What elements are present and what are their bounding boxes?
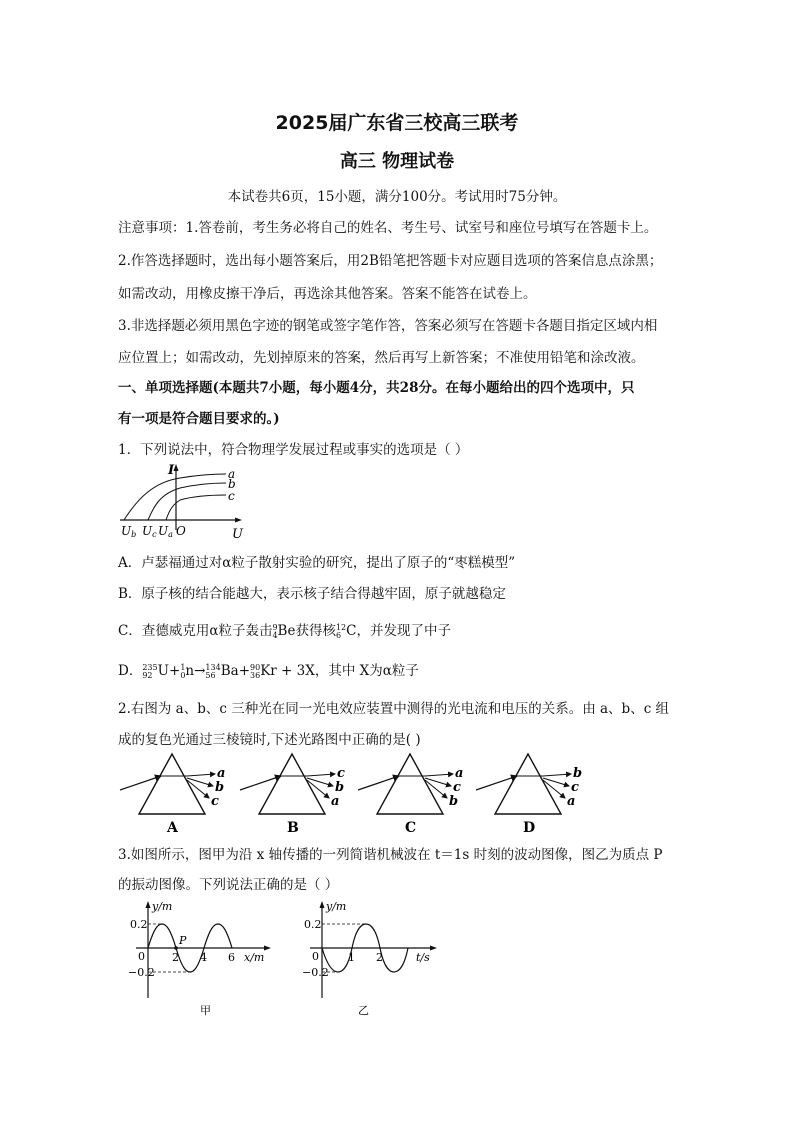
svg-text:0: 0 [138,950,145,963]
prism-b [240,754,345,836]
q2-stem-line-1: 2.右图为 a、b、c 三种光在同一光电效应装置中测得的光电流和电压的关系。由 a、b、c 组 [118,701,670,717]
svg-text:2: 2 [172,951,179,964]
prism-d-label: D [523,820,536,836]
q1-origin: O [176,524,186,538]
exam-subtitle: 高三 物理试卷 [339,151,455,172]
prism-c [358,754,463,836]
exam-info: 本试卷共6页，15小题，满分100分。考试用时75分钟。 [227,189,567,205]
notes-line-1: 注意事项：1.答卷前，考生务必将自己的姓名、考生号、试室号和座位号填写在答题卡上。 [118,220,658,236]
q1-graph-xlabel: U [232,527,243,542]
svg-text:a: a [455,766,464,781]
svg-text:−0.2: −0.2 [302,966,329,979]
svg-text:a: a [331,794,340,809]
svg-text:1: 1 [348,951,355,964]
section-1-heading: 一、单项选择题(本题共7小题，每小题4分，共28分。在每小题给出的四个选项中，只 [118,380,635,396]
prism-b-label: B [287,820,299,836]
svg-text:y/m: y/m [152,900,173,913]
q1-curve-c-label: c [228,489,235,503]
section-1-heading-cont: 有一项是符合题目要求的。) [118,411,280,427]
svg-text:6: 6 [228,951,235,964]
q3-wave-graph [128,898,278,1022]
q3-vibration-graph [302,898,452,1022]
notes-line-4: 3.非选择题必须用黑色字迹的钢笔或签字笔作答，答案必须写在答题卡各题目指定区域内相 [118,318,658,334]
notes-line-5: 应位置上；如需改动，先划掉原来的答案，然后再写上新答案；不准使用铅笔和涂改液。 [118,350,645,366]
q1-option-c: C．查德威克用α粒子轰击 9 4 Be获得核 12 6 C，并发现了中子 [118,622,451,640]
svg-text:x/m: x/m [244,951,265,964]
svg-text:0.2: 0.2 [130,918,148,931]
q1-graph-ylabel: I [168,463,175,478]
svg-text:0: 0 [312,950,319,963]
notes-line-3: 如需改动，用橡皮擦干净后，再选涂其他答案。答案不能答在试卷上。 [118,286,537,302]
svg-text:−0.2: −0.2 [128,966,155,979]
svg-text:y/m: y/m [326,900,347,913]
svg-text:c: c [571,780,579,795]
prism-c-label: C [405,820,417,836]
svg-text:a: a [217,766,226,781]
q3-stem-line-1: 3.如图所示，图甲为沿 x 轴传播的一列简谐机械波在 t＝1s 时刻的波动图像，图乙为质点 P [118,847,663,863]
exam-title: 2025届广东省三校高三联考 [275,112,519,134]
prism-a-label: A [167,820,178,836]
svg-text:b: b [335,780,345,795]
q1-tick-uc: Uc [142,524,157,539]
q1-tick-ua: Ua [158,524,173,539]
svg-text:c: c [337,766,345,781]
svg-text:c: c [211,794,219,809]
q3-caption-yi: 乙 [358,1004,369,1017]
svg-text:t/s: t/s [416,951,430,964]
q1-curve-b-label: b [228,477,236,491]
q1-iu-graph [118,462,253,542]
svg-text:4: 4 [200,951,207,964]
q1-option-d: D． 235 92 U+ 1 0 n→ 134 56 Ba+ 90 36 Kr + 3X，其中 X为α粒子 [118,662,419,680]
q1-stem: 1．下列说法中，符合物理学发展过程或事实的选项是（ ） [118,442,469,458]
svg-text:a: a [567,794,576,809]
svg-text:2: 2 [376,951,383,964]
q1-option-b: B．原子核的结合能越大，表示核子结合得越牢固，原子就越稳定 [118,586,506,602]
prism-d [476,754,582,836]
q2-prism-diagrams [115,750,595,838]
q1-option-a: A．卢瑟福通过对α粒子散射实验的研究，提出了原子的“枣糕模型” [118,555,516,571]
q1-curve-a-label: a [228,467,236,481]
notes-line-2: 2.作答选择题时，选出每小题答案后，用2B铅笔把答题卡对应题目选项的答案信息点涂黑； [118,253,663,269]
prism-a [120,754,225,836]
q2-stem-line-2: 成的复色光通过三棱镜时,下述光路图中正确的是( ) [118,732,421,748]
svg-text:0.2: 0.2 [304,918,322,931]
q3-caption-jia: 甲 [200,1004,211,1017]
svg-text:c: c [453,780,461,795]
svg-text:b: b [449,794,459,809]
q3-point-p: P [179,934,187,947]
svg-text:b: b [215,780,225,795]
q1-tick-ub: Ub [121,524,137,539]
q3-stem-line-2: 的振动图像。下列说法正确的是（ ） [118,877,339,893]
svg-text:b: b [573,766,583,781]
